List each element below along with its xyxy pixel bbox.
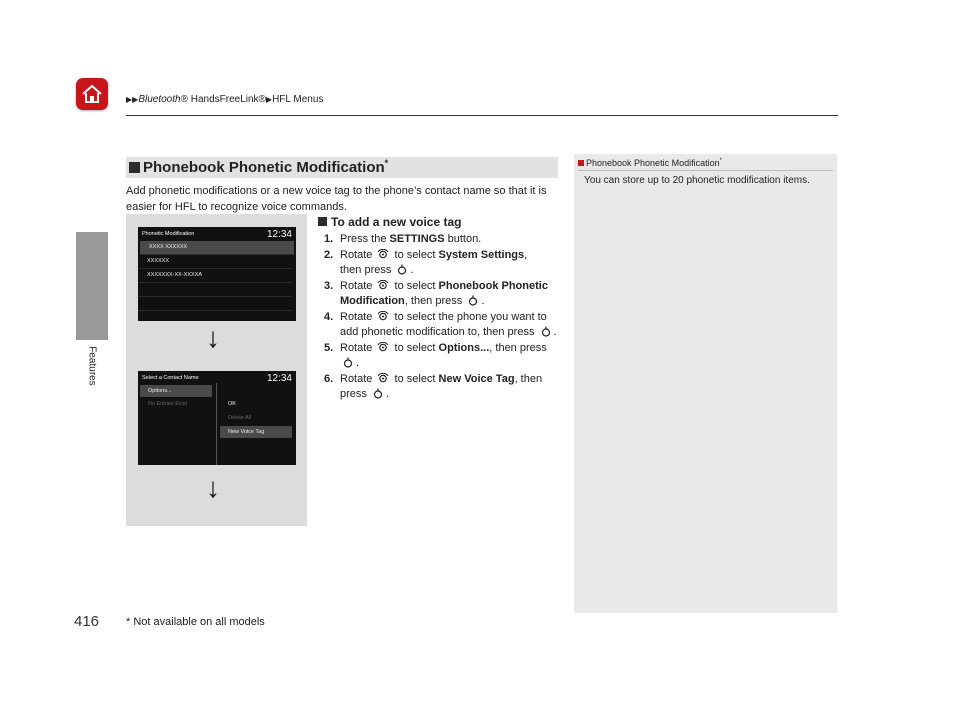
section-intro: Add phonetic modifications or a new voice tag to the phone’s contact name so that it is easier for HFL to recognize voice commands. xyxy=(126,185,547,213)
breadcrumb-item-2[interactable]: HFL Menus xyxy=(272,94,324,105)
push-button-icon xyxy=(372,388,384,399)
breadcrumb: ▶▶Bluetooth® HandsFreeLink®▶HFL Menus xyxy=(126,94,324,105)
screen-phonetic-modification xyxy=(138,227,296,321)
step-6: 6. Rotate to select New Voice Tag, then press . xyxy=(324,372,543,400)
list-item-empty xyxy=(138,283,292,297)
menu-item-ok[interactable]: OK xyxy=(228,401,236,407)
section-tab-label: Features xyxy=(86,346,98,386)
selector-knob-icon xyxy=(377,342,389,353)
step-1: 1. Press the SETTINGS button. xyxy=(324,233,482,245)
list-item[interactable]: XXXX XXXXXX xyxy=(140,241,294,255)
down-arrow-icon: ↓ xyxy=(206,322,220,353)
push-button-icon xyxy=(540,326,552,337)
note-title: Phonebook Phonetic Modification* xyxy=(578,158,722,168)
step-2: 2. Rotate to select System Settings, then press . xyxy=(324,248,528,276)
section-heading xyxy=(126,157,558,178)
down-arrow-icon: ↓ xyxy=(206,472,220,503)
home-icon xyxy=(81,83,103,105)
step-3: 3. Rotate to select Phonebook Phonetic Modification, then press . xyxy=(324,279,548,307)
section-bullet xyxy=(129,162,140,173)
menu-item-no-entries: No Entries Exist xyxy=(148,401,188,407)
step-5: 5. Rotate to select Options..., then press . xyxy=(324,341,547,369)
list-item[interactable]: XXXXXXX-XX-XXXXA xyxy=(138,269,292,283)
selector-knob-icon xyxy=(377,311,389,322)
procedure-heading: To add a new voice tag xyxy=(318,215,461,229)
push-button-icon xyxy=(396,264,408,275)
note-marker-icon xyxy=(578,160,584,166)
menu-item-delete-all[interactable]: Delete All xyxy=(228,415,252,421)
push-button-icon xyxy=(342,357,354,368)
screen-select-contact xyxy=(138,371,296,465)
screen-clock: 12:34 xyxy=(266,229,292,240)
menu-item-options[interactable]: Options... xyxy=(140,385,212,397)
footnote: * Not available on all models xyxy=(126,616,265,628)
selector-knob-icon xyxy=(377,249,389,260)
menu-item-new-voice-tag[interactable]: New Voice Tag xyxy=(220,426,292,438)
list-item[interactable]: XXXXXX xyxy=(138,255,292,269)
screen-illustrations xyxy=(126,214,307,526)
selector-knob-icon xyxy=(377,280,389,291)
push-button-icon xyxy=(467,295,479,306)
side-note xyxy=(574,154,837,613)
contact-list-pane xyxy=(138,383,217,465)
note-divider xyxy=(578,170,833,171)
options-pane xyxy=(218,383,296,465)
header-divider xyxy=(126,115,838,116)
section-title: Phonebook Phonetic Modification xyxy=(143,159,385,176)
heading-bullet xyxy=(318,217,327,226)
procedure-steps xyxy=(318,232,560,403)
list-item-empty xyxy=(138,297,292,311)
section-tab[interactable] xyxy=(76,232,108,340)
breadcrumb-item-1[interactable]: Bluetooth xyxy=(138,94,181,105)
availability-mark: * xyxy=(384,158,389,168)
screen-title: Phonetic Modification xyxy=(142,231,195,237)
step-4: 4. Rotate to select the phone you want to add phonetic modification to, then press . xyxy=(324,310,557,338)
screen-clock: 12:34 xyxy=(266,373,292,384)
page-number: 416 xyxy=(74,613,100,630)
screen-title: Select a Contact Name xyxy=(142,375,199,381)
home-button[interactable] xyxy=(76,78,108,110)
selector-knob-icon xyxy=(377,373,389,384)
note-text: You can store up to 20 phonetic modification items. xyxy=(584,175,810,186)
